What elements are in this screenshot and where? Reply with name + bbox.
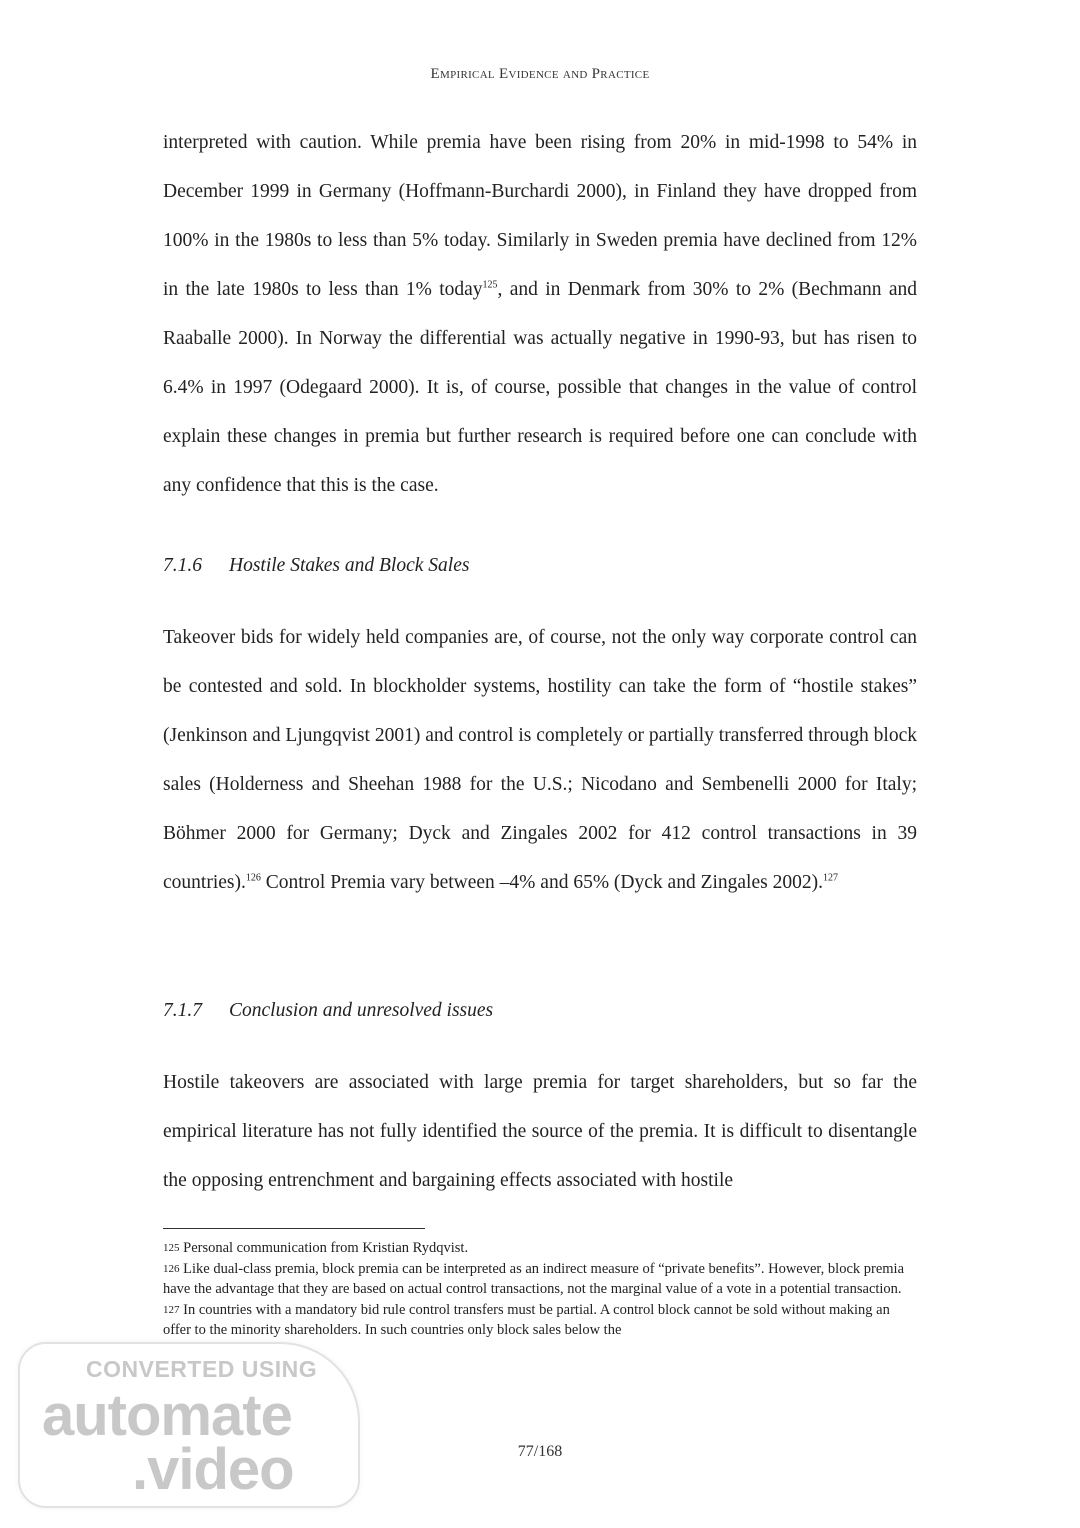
page-number: 77/168 [517, 1443, 563, 1460]
footnote-ref-127[interactable]: 127 [822, 872, 838, 884]
footnote-ref-125[interactable]: 125 [482, 279, 498, 291]
watermark-logo-word: automate [42, 1383, 292, 1448]
footnote-text: Like dual-class premia, block premia can be interpreted as an indirect measure of “private benefits”. However, block premia have the advantage that they are based on actual control transactions, not the marginal value of a vote in a potential transaction. [163, 1260, 905, 1297]
watermark-caption: CONVERTED USING [86, 1356, 318, 1382]
section-heading-7-1-6 [163, 555, 469, 577]
footnote-text: In countries with a mandatory bid rule control transfers must be partial. A control block cannot be sold without making an offer to the minority shareholders. In such countries only block sales below the [163, 1301, 890, 1338]
footnote-text: Personal communication from Kristian Rydqvist. [179, 1240, 469, 1256]
paragraph-conclusion [163, 1058, 917, 1205]
footnote-ref-126[interactable]: 126 [245, 872, 261, 884]
running-header: Empirical Evidence and Practice [430, 66, 650, 82]
footnote-125 [163, 1238, 917, 1259]
paragraph-text: Hostile takeovers are associated with large premia for target shareholders, but so far the empirical literature has not fully identified the source of the premia. It is difficult to disentangle the opposing entrenchment and bargaining effects associated with hostile [163, 1072, 917, 1191]
footnote-127 [163, 1300, 917, 1341]
paragraph-text [163, 118, 917, 510]
watermark-logo-domain: .video [132, 1437, 294, 1502]
footnotes [163, 1238, 917, 1341]
converter-watermark [18, 1342, 360, 1508]
paragraph-block-sales [163, 613, 917, 907]
paragraph-text-part: Control Premia vary between –4% and 65% (Dyck and Zingales 2002). [260, 872, 823, 893]
paragraph-text-part: , and in Denmark from 30% to 2% (Bechmann and Raaballe 2000). In Norway the differential was actually negative in 1990-93, but has risen to 6.4% in 1997 (Odegaard 2000). It is, of course, possible that changes in the value of control explain these changes in premia but further research is required before one can conclude with any confidence that this is the case. [163, 279, 917, 496]
paragraph-text-part: Takeover bids for widely held companies are, of course, not the only way corporate control can be contested and sold. In blockholder systems, hostility can take the form of “hostile stakes” (Jenkinson and Ljungqvist 2001) and control is completely or partially transferred through block sales (Holderness and Sheehan 1988 for the U.S.; Nicodano and Sembenelli 2000 for Italy; Böhmer 2000 for Germany; Dyck and Zingales 2002 for 412 control transactions in 39 countries). [163, 627, 917, 893]
section-title: Hostile Stakes and Block Sales [229, 555, 470, 576]
footnote-126 [163, 1259, 917, 1300]
footnote-divider [163, 1228, 425, 1229]
paragraph-text [163, 613, 917, 907]
footnote-mark: 127 [163, 1303, 180, 1316]
footnote-mark: 125 [163, 1242, 180, 1254]
section-number: 7.1.7 [163, 1000, 202, 1021]
section-number: 7.1.6 [163, 555, 202, 576]
paragraph-text-part: interpreted with caution. While premia have been rising from 20% in mid-1998 to 54% in December 1999 in Germany (Hoffmann-Burchardi 2000), in Finland they have dropped from 100% in the 1980s to less than 5% today. Similarly in Sweden premia have declined from 12% in the late 1980s to less than 1% today [163, 132, 917, 300]
paragraph-premia [163, 118, 917, 510]
section-title: Conclusion and unresolved issues [229, 1000, 494, 1021]
section-heading-7-1-7 [163, 1000, 493, 1022]
footnote-mark: 126 [163, 1262, 180, 1275]
